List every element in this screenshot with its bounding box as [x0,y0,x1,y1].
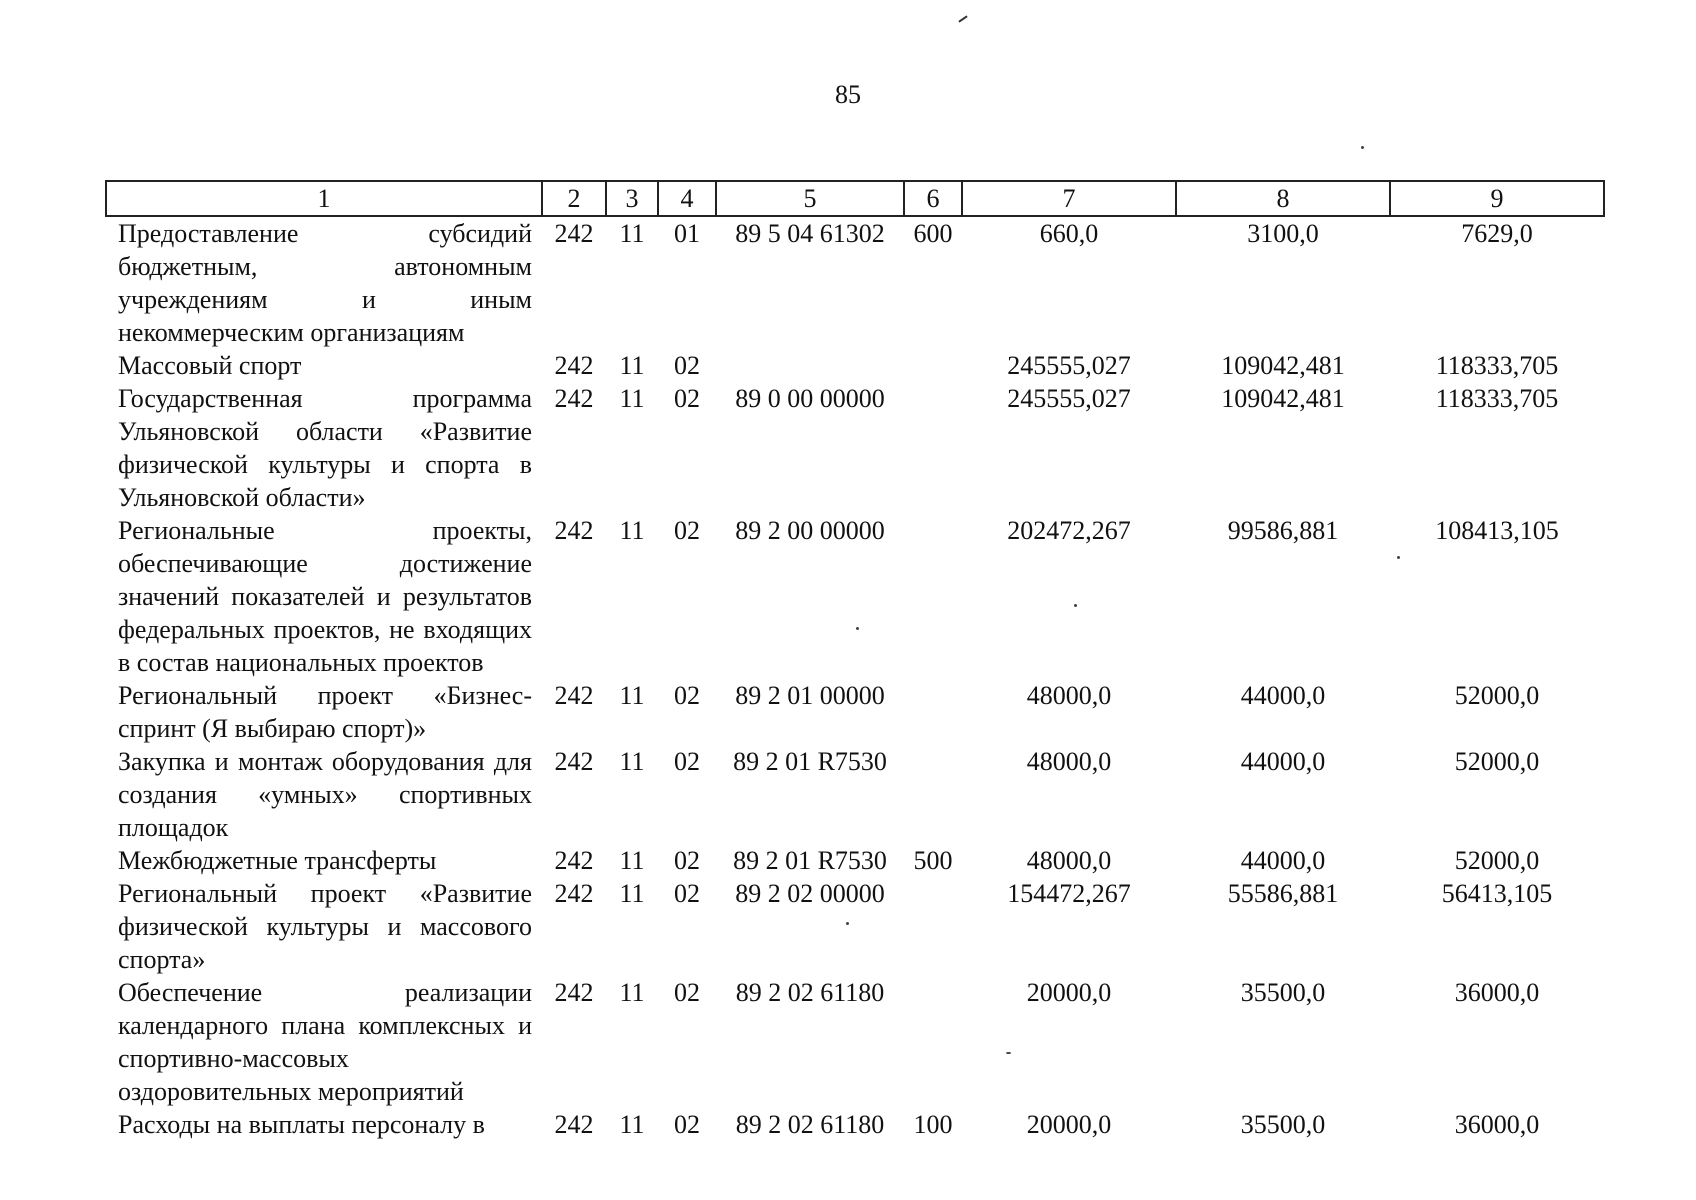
row-expense-type [904,514,962,679]
row-target-article: 89 2 02 61180 [735,978,885,1007]
row-section-code: 11 [619,219,645,248]
row-section-code: 11 [619,747,645,776]
row-amount-col9: 7629,0 [1461,219,1533,248]
row-amount-col9: 36000,0 [1454,978,1540,1007]
row-name: Межбюджетные трансферты [118,846,437,875]
row-amount-col8: 44000,0 [1240,747,1326,776]
table-row [106,679,1604,745]
row-ministry-code: 242 [554,681,594,710]
row-amount-col9: 118333,705 [1435,351,1559,380]
row-expense-type: 500 [913,846,953,875]
row-expense-type [904,745,962,844]
row-ministry-code: 242 [554,516,594,545]
header-cell-9: 9 [1390,181,1604,216]
row-name: Обеспечение реализации календарного плана комплексных и спортивно-массовых оздоровительных мероприятий [118,978,532,1106]
row-section-code: 11 [619,978,645,1007]
row-name: Закупка и монтаж оборудования для создания «умных» спортивных площадок [118,747,532,842]
row-amount-col7: 245555,027 [1007,351,1131,380]
row-subsection-code: 02 [674,747,700,776]
row-amount-col8: 55586,881 [1227,879,1339,908]
table-body [106,216,1604,1141]
row-name: Массовый спорт [118,351,302,380]
row-amount-col8: 3100,0 [1247,219,1319,248]
table-row [106,514,1604,679]
row-subsection-code: 01 [674,219,700,248]
row-subsection-code: 02 [674,978,700,1007]
row-target-article: 89 2 02 00000 [735,879,885,908]
row-section-code: 11 [619,384,645,413]
budget-table-container [105,180,1603,1141]
row-name: Региональные проекты, обеспечивающие достижение значений показателей и результатов федеральных проектов, не входящих в состав национальных проектов [118,516,532,677]
row-amount-col8: 109042,481 [1221,351,1345,380]
row-amount-col9: 52000,0 [1454,681,1540,710]
scan-speck [1361,146,1364,149]
table-row [106,745,1604,844]
header-cell-8: 8 [1176,181,1390,216]
row-amount-col8: 35500,0 [1240,978,1326,1007]
row-amount-col7: 202472,267 [1007,516,1131,545]
row-amount-col8: 99586,881 [1227,516,1339,545]
row-amount-col7: 154472,267 [1007,879,1131,908]
row-ministry-code: 242 [554,747,594,776]
table-row [106,877,1604,976]
table-row [106,382,1604,514]
row-target-article: 89 2 01 R7530 [733,846,887,875]
header-cell-6: 6 [904,181,962,216]
row-name: Расходы на выплаты персоналу в [118,1110,485,1139]
row-name: Региональный проект «Развитие физической культуры и массового спорта» [118,879,532,974]
row-target-article: 89 2 01 R7530 [733,747,887,776]
header-cell-1: 1 [106,181,542,216]
row-subsection-code: 02 [674,681,700,710]
row-expense-type [904,679,962,745]
page-number: 85 [835,80,861,109]
table-row [106,844,1604,877]
row-name: Государственная программа Ульяновской области «Развитие физической культуры и спорта в Ульяновской области» [118,384,532,512]
row-amount-col8: 44000,0 [1240,681,1326,710]
budget-table [105,180,1605,1141]
row-section-code: 11 [619,846,645,875]
table-row [106,976,1604,1108]
row-amount-col7: 20000,0 [1026,1110,1112,1139]
row-amount-col9: 56413,105 [1441,879,1553,908]
header-cell-4: 4 [658,181,716,216]
row-subsection-code: 02 [674,1110,700,1139]
row-section-code: 11 [619,516,645,545]
row-ministry-code: 242 [554,978,594,1007]
row-amount-col7: 20000,0 [1026,978,1112,1007]
row-subsection-code: 02 [674,879,700,908]
row-amount-col7: 48000,0 [1026,681,1112,710]
header-cell-5: 5 [716,181,904,216]
row-expense-type: 100 [913,1110,953,1139]
row-expense-type: 600 [913,219,953,248]
row-section-code: 11 [619,1110,645,1139]
row-subsection-code: 02 [674,384,700,413]
row-amount-col8: 109042,481 [1221,384,1345,413]
row-target-article [716,349,904,382]
row-target-article: 89 0 00 00000 [735,384,885,413]
row-ministry-code: 242 [554,879,594,908]
row-subsection-code: 02 [674,516,700,545]
row-amount-col9: 52000,0 [1454,846,1540,875]
row-subsection-code: 02 [674,351,700,380]
row-amount-col7: 48000,0 [1026,747,1112,776]
header-cell-3: 3 [606,181,658,216]
row-amount-col8: 44000,0 [1240,846,1326,875]
row-amount-col7: 245555,027 [1007,384,1131,413]
row-expense-type [904,349,962,382]
row-name: Региональный проект «Бизнес-спринт (Я выбираю спорт)» [118,681,532,743]
row-section-code: 11 [619,681,645,710]
table-row [106,216,1604,349]
row-ministry-code: 242 [554,351,594,380]
row-amount-col7: 48000,0 [1026,846,1112,875]
row-amount-col9: 52000,0 [1454,747,1540,776]
row-amount-col9: 118333,705 [1435,384,1559,413]
row-expense-type [904,382,962,514]
row-ministry-code: 242 [554,1110,594,1139]
header-row [106,181,1604,216]
row-expense-type [904,877,962,976]
row-amount-col9: 36000,0 [1454,1110,1540,1139]
row-target-article: 89 5 04 61302 [735,219,885,248]
row-ministry-code: 242 [554,219,594,248]
table-row [106,1108,1604,1141]
row-amount-col9: 108413,105 [1435,516,1559,545]
row-target-article: 89 2 00 00000 [735,516,885,545]
row-target-article: 89 2 02 61180 [735,1110,885,1139]
header-cell-7: 7 [962,181,1176,216]
scan-mark [958,15,967,22]
row-section-code: 11 [619,879,645,908]
table-header [106,181,1604,216]
row-ministry-code: 242 [554,846,594,875]
row-target-article: 89 2 01 00000 [735,681,885,710]
row-section-code: 11 [619,351,645,380]
header-cell-2: 2 [542,181,606,216]
row-ministry-code: 242 [554,384,594,413]
row-subsection-code: 02 [674,846,700,875]
row-name: Предоставление субсидий бюджетным, автономным учреждениям и иным некоммерческим организациям [118,219,532,347]
row-amount-col8: 35500,0 [1240,1110,1326,1139]
row-amount-col7: 660,0 [1039,219,1099,248]
row-expense-type [904,976,962,1108]
table-row [106,349,1604,382]
